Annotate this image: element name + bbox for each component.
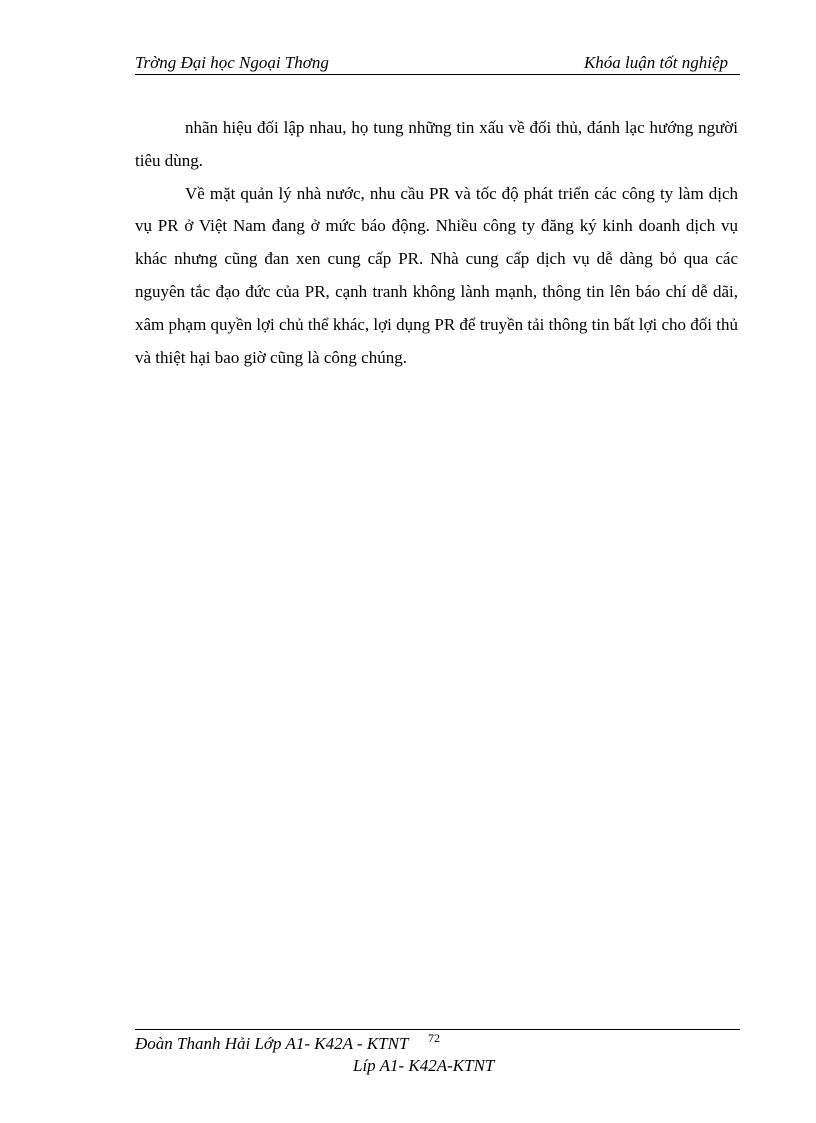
footer-divider bbox=[135, 1029, 740, 1030]
header-document-type: Khóa luận tốt nghiệp bbox=[583, 53, 728, 72]
footer-class: Líp A1- K42A-KTNT bbox=[353, 1056, 495, 1075]
page-header bbox=[135, 52, 740, 75]
paragraph-1: nhãn hiệu đối lập nhau, họ tung những tin xấu về đối thủ, đánh lạc hướng người tiêu dùng. bbox=[135, 118, 738, 170]
footer-author: Đoàn Thanh Hải Lớp A1- K42A - KTNT bbox=[135, 1034, 409, 1053]
header-school-name: Trờng Đại học Ngoại Thơng bbox=[135, 53, 329, 72]
paragraph-2: Về mặt quản lý nhà nước, nhu cầu PR và tốc độ phát triển các công ty làm dịch vụ PR ở Việt Nam đang ở mức báo động. Nhiều công ty đăng ký kinh doanh dịch vụ khác nhưng cũng đan xen cung cấp PR. Nhà cung cấp dịch vụ dễ dàng bỏ qua các nguyên tắc đạo đức của PR, cạnh tranh không lành mạnh, thông tin lên báo chí dễ dãi, xâm phạm quyền lợi chủ thể khác, lợi dụng PR để truyền tải thông tin bất lợi cho đối thủ và thiệt hại bao giờ cũng là công chúng. bbox=[135, 183, 738, 367]
body-text bbox=[135, 112, 738, 374]
page-number: 72 bbox=[428, 1031, 440, 1045]
